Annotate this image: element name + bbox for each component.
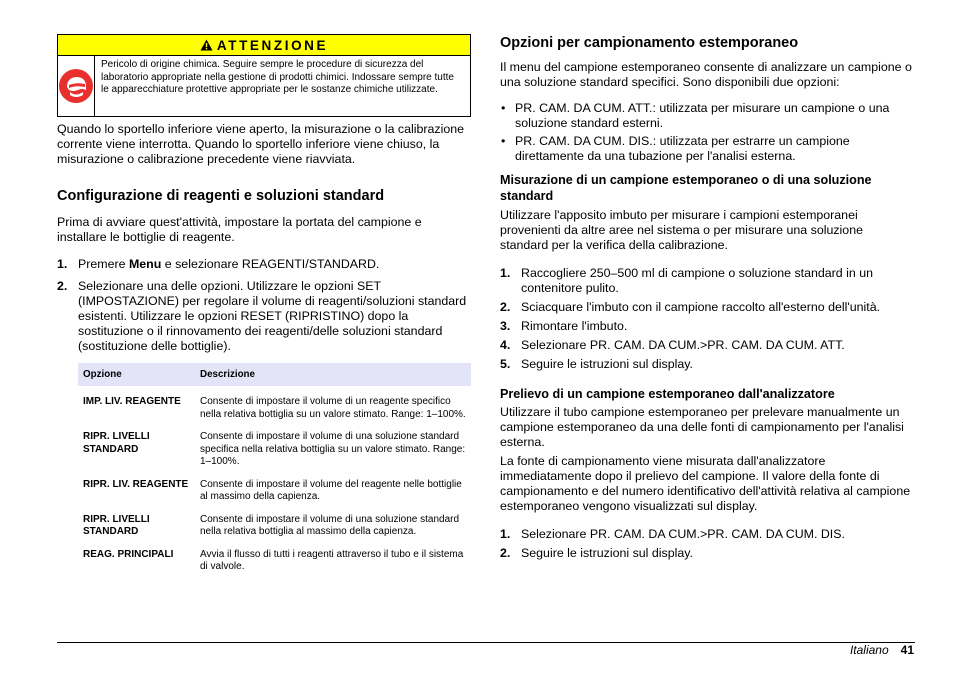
withdraw-steps (500, 527, 914, 561)
list-item: 1. Raccogliere 250–500 ml di campione o soluzione standard in un contenitore pulito. (500, 266, 873, 295)
door-paragraph: Quando lo sportello inferiore viene aperto, la misurazione o la calibrazione corrente viene interrotta. Quando lo sportello inferiore viene chiuso, la misurazione o calibrazione precedente viene riavviata. (57, 122, 465, 166)
list-item: • PR. CAM. DA CUM. DIS.: utilizzata per estrarre un campione direttamente da una tubazione per l'analisi esterna. (500, 134, 914, 164)
menu-key-label: Menu (128, 257, 162, 271)
list-item: 5. Seguire le istruzioni sul display. (500, 357, 693, 371)
options-table (78, 363, 471, 574)
subheading-withdraw: Prelievo di un campione estemporaneo dall'analizzatore (500, 387, 835, 401)
page-footer (850, 643, 914, 658)
list-item: 2. Sciacquare l'imbuto con il campione raccolto all'esterno dell'unità. (500, 300, 881, 314)
list-item: • PR. CAM. DA CUM. ATT.: utilizzata per misurare un campione o una soluzione standard esterni. (500, 101, 914, 131)
list-item: 3. Rimontare l'imbuto. (500, 319, 628, 333)
page-number: 41 (900, 643, 914, 657)
table-header-description: Descrizione (195, 363, 471, 386)
measure-steps (500, 266, 914, 372)
list-item: 2. Selezionare una delle opzioni. Utilizzare le opzioni SET (IMPOSTAZIONE) per regolare il volume di reagenti/soluzioni standard esistenti. Utilizzare le opzioni RESET (RIPRISTINO) dopo la sostituzione o il rinnovamento dei reagenti/delle soluzioni standard (sostituzione delle bottiglie). (57, 279, 467, 353)
list-item: 1. Selezionare PR. CAM. DA CUM.>PR. CAM. DA CUM. DIS. (500, 527, 845, 541)
list-item: 2. Seguire le istruzioni sul display. (500, 546, 693, 560)
withdraw-paragraph-2: La fonte di campionamento viene misurata dall'analizzatore immediatamente dopo il prelievo del campione. Il valore della fonte di campionamento e del numero identificativo dell'attività relativa al campione estemporaneo vengono visualizzati sul display. (500, 454, 911, 513)
list-item: 4. Selezionare PR. CAM. DA CUM.>PR. CAM. DA CUM. ATT. (500, 338, 845, 352)
table-row: IMP. LIV. REAGENTE Consente di impostare il volume di un reagente specifico nella relativa bottiglia su un valore stimato. Range: 1–100%. (83, 396, 466, 420)
list-item: 1. Premere Menu e selezionare REAGENTI/STANDARD. (57, 257, 380, 271)
reagents-steps (57, 257, 471, 354)
section-heading-reagents: Configurazione di reagenti e soluzioni standard (57, 188, 385, 204)
warning-header (58, 35, 470, 56)
warning-title: ATTENZIONE (216, 37, 329, 53)
warning-box (57, 34, 471, 117)
right-column (500, 34, 914, 561)
section-heading-grab-sample: Opzioni per campionamento estemporaneo (500, 35, 799, 51)
grab-sample-intro: Il menu del campione estemporaneo consente di analizzare un campione o una soluzione standard specifici. Sono disponibili due opzioni: (500, 60, 912, 89)
subheading-measure: Misurazione di un campione estemporaneo o di una soluzione standard (500, 173, 872, 203)
footer-language: Italiano (849, 643, 889, 657)
left-column (57, 34, 471, 574)
warning-triangle-icon (200, 39, 213, 51)
warning-text: Pericolo di origine chimica. Seguire sempre le procedure di sicurezza del laboratorio appropriate nella gestione di prodotti chimici. Indossare sempre tutte le apparecchiature protettive appropriate per le sostanze chimiche utilizzate. (101, 59, 454, 95)
table-row: RIPR. LIVELLI STANDARD Consente di impostare il volume di una soluzione standard nella relativa bottiglia al massimo della capienza. (83, 513, 460, 537)
reagents-intro: Prima di avviare quest'attività, impostare la portata del campione e installare le bottiglie di reagente. (57, 215, 422, 244)
table-row: REAG. PRINCIPALI Avvia il flusso di tutti i reagenti attraverso il tubo e il sistema di valvole. (83, 548, 464, 572)
table-header-option: Opzione (78, 363, 195, 386)
footer-divider (57, 642, 915, 643)
table-row: RIPR. LIV. REAGENTE Consente di impostare il volume del reagente nelle bottiglie al massimo della capienza. (83, 478, 462, 502)
grab-sample-options (500, 101, 914, 164)
measure-paragraph: Utilizzare l'apposito imbuto per misurare i campioni estemporanei provenienti da altre aree nel sistema o per misurare una soluzione standard per la verifica della calibrazione. (500, 208, 863, 252)
withdraw-paragraph-1: Utilizzare il tubo campione estemporaneo per prelevare manualmente un campione estemporaneo da una delle fonti di campionamento per l'analisi esterna. (500, 405, 904, 449)
table-row: RIPR. LIVELLI STANDARD Consente di impostare il volume di una soluzione standard specifica nella relativa bottiglia su un valore stimato. Range: 1–100%. (83, 431, 466, 467)
chemical-hazard-icon (58, 56, 95, 116)
